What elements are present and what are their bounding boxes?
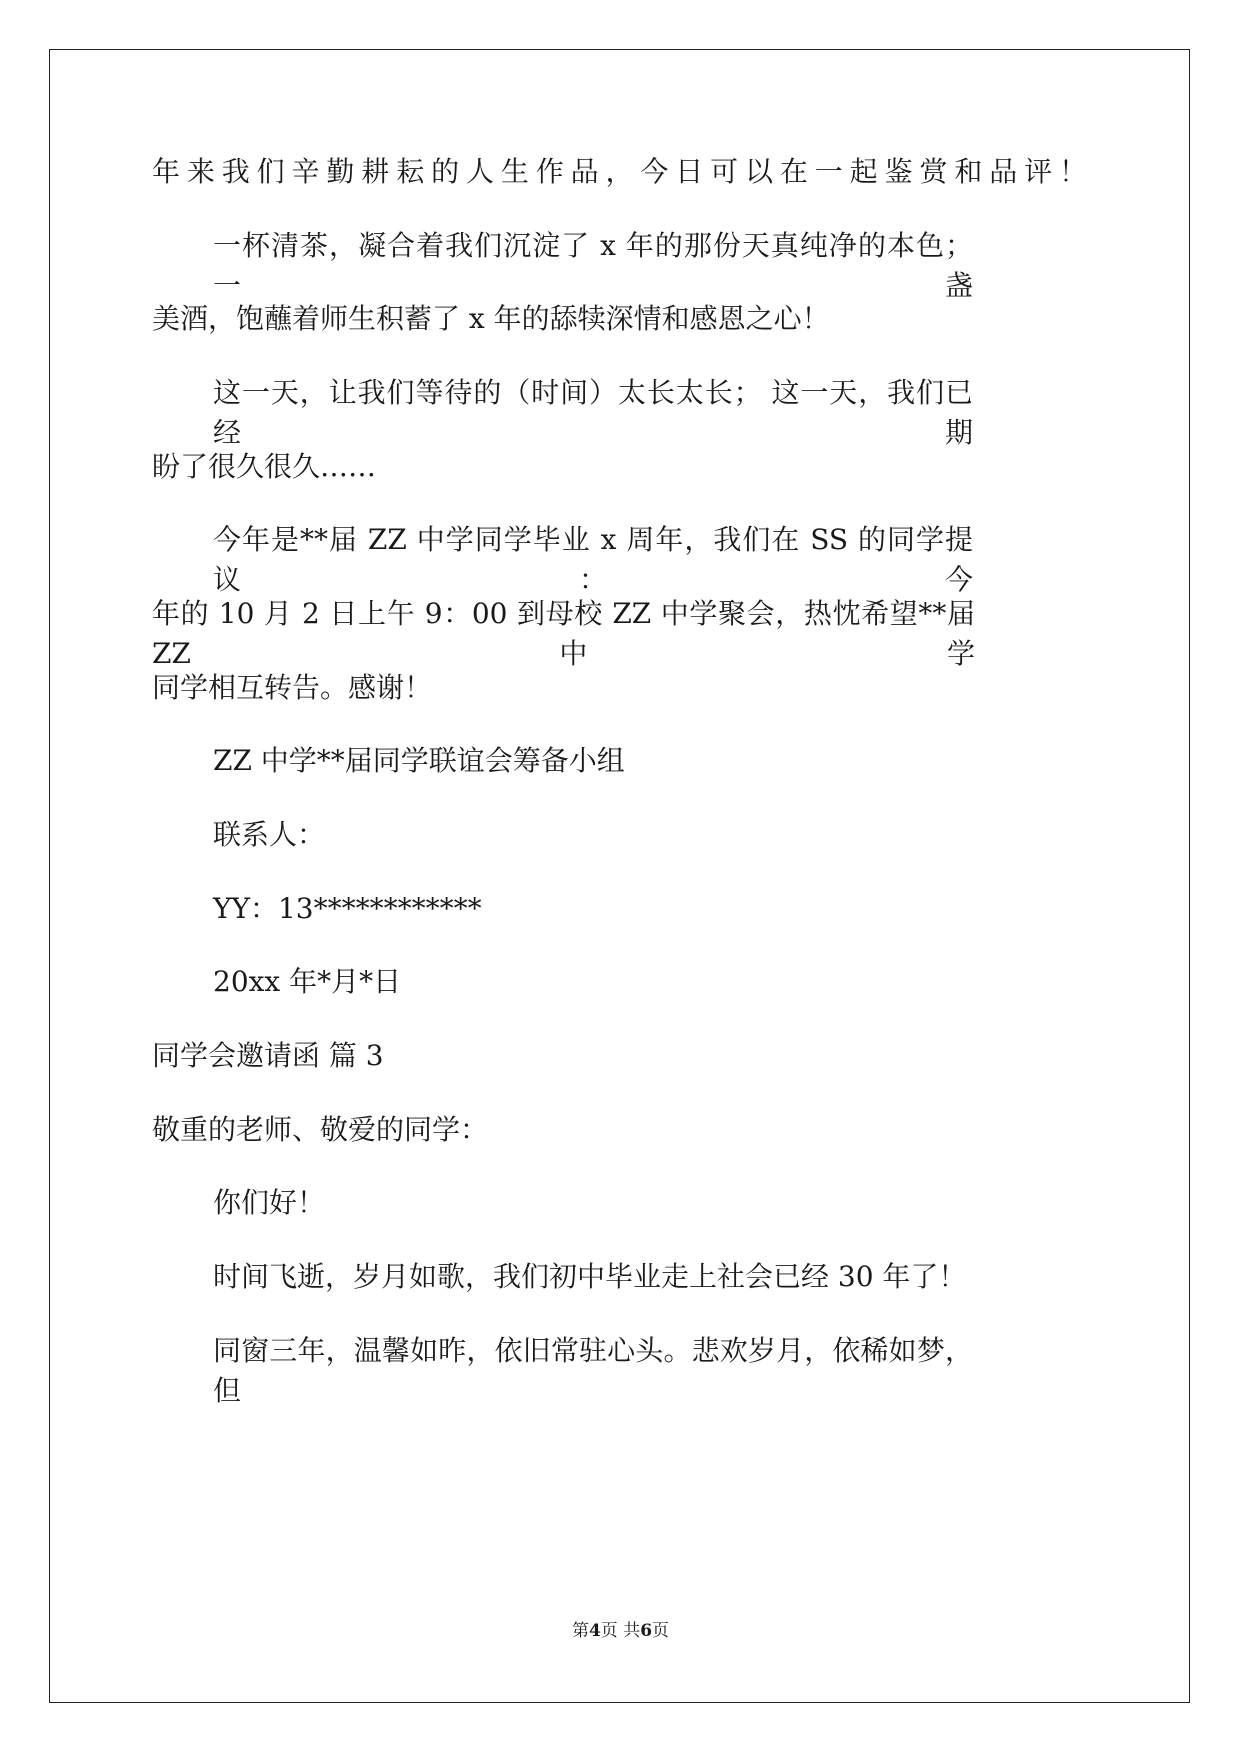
current-page-number: 4	[588, 1621, 601, 1641]
text-line: 同窗三年，温馨如昨，依旧常驻心头。悲欢岁月，依稀如梦，但	[213, 1334, 973, 1407]
contact-phone: YY：13************	[213, 892, 482, 925]
signature-organizer: ZZ 中学**届同学联谊会筹备小组	[213, 744, 625, 777]
contact-label: 联系人：	[213, 818, 326, 851]
total-pages-number: 6	[640, 1621, 653, 1641]
page-footer	[0, 1620, 1241, 1642]
text-line: 年来我们辛勤耕耘的人生作品，今日可以在一起鉴赏和品评！	[152, 155, 1087, 188]
text-line: 一杯清茶，凝合着我们沉淀了 x 年的那份天真纯净的本色；一盏	[213, 229, 973, 302]
greeting: 你们好！	[213, 1186, 326, 1219]
footer-suffix: 页	[652, 1621, 670, 1641]
section-heading: 同学会邀请函 篇 3	[152, 1039, 384, 1072]
text-line: 年的 10 月 2 日上午 9：00 到母校 ZZ 中学聚会，热忱希望**届 ZZ 中学	[152, 597, 975, 670]
text-line: 盼了很久很久……	[152, 450, 377, 483]
text-line: 同学相互转告。感谢！	[152, 671, 433, 704]
text-line: 这一天，让我们等待的（时间）太长太长； 这一天，我们已经期	[213, 376, 973, 449]
signature-date: 20xx 年*月*日	[213, 965, 402, 998]
footer-prefix: 第	[571, 1621, 589, 1641]
text-line: 时间飞逝，岁月如歌，我们初中毕业走上社会已经 30 年了！	[213, 1260, 967, 1293]
salutation: 敬重的老师、敬爱的同学：	[152, 1113, 489, 1146]
text-line: 美酒，饱蘸着师生积蓄了 x 年的舔犊深情和感恩之心！	[152, 302, 830, 335]
footer-middle: 页 共	[600, 1621, 641, 1641]
text-line: 今年是**届 ZZ 中学同学毕业 x 周年，我们在 SS 的同学提议：今	[213, 523, 973, 596]
